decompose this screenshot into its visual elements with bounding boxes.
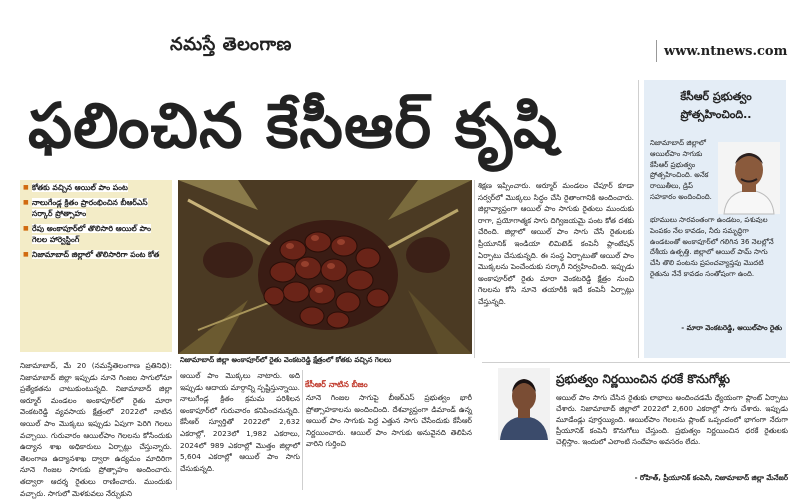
highlights-box xyxy=(20,180,172,352)
highlight-item: ■ నిజామాబాద్ జిల్లాలో తొలిసారిగా పంట కోత xyxy=(20,247,172,262)
section-subhead: కేసీఆర్ నాటిన బీజం xyxy=(305,380,368,389)
person-icon xyxy=(498,368,550,440)
highlight-item: ■ నాలుగేండ్ల క్రితం ప్రారంభించిన బీఆర్‌ఎస్ సర్కార్ ప్రోత్సాహం xyxy=(20,195,172,221)
oil-palm-photo xyxy=(178,180,472,354)
person-icon xyxy=(718,142,780,214)
headline: ఫలించిన కేసీఆర్ కృషి xyxy=(28,89,559,162)
manager-portrait xyxy=(498,368,550,440)
column-divider xyxy=(302,370,303,490)
article-column-2 xyxy=(180,370,300,492)
article-column-3 xyxy=(306,392,472,492)
newspaper-brand: నమస్తే తెలంగాణ xyxy=(170,34,292,55)
masthead-divider xyxy=(656,40,657,62)
masthead xyxy=(0,0,800,62)
sidebox-text: భూములు సారవంతంగా ఉండటం, పశువుల పెంపకం నేల కావడం, నీరు సమృద్ధిగా ఉండటంతో అంకాపూర్‌లో గలిగిన 36 నెలల్లోనే దేశీయ ఉత్పత్తి. జిల్లాలో ఆయిల్ పామ్ సాగు చేసి తొలి పంటను ప్రపంచవ్యాప్తపు మొదటి రైతును నేనే కావడం సంతోషంగా ఉంది. xyxy=(650,216,774,278)
column-divider xyxy=(638,80,639,358)
section-divider xyxy=(482,362,790,363)
sidebox-title: కేసీఆర్ ప్రభుత్వం ప్రోత్సహించింది.. xyxy=(680,90,752,121)
photo-caption: నిజామాబాద్ జిల్లా అంకాపూర్‌లో రైతు వెంకటరెడ్డి క్షేత్రంలో కోతకు వచ్చిన గెలలు xyxy=(180,356,392,364)
website-url[interactable]: www.ntnews.com xyxy=(664,44,788,59)
oil-palm-illustration xyxy=(178,180,472,354)
article-column-1 xyxy=(20,360,172,498)
box-title: ప్రభుత్వం నిర్ణయించిన ధరకే కొనుగోళ్లు xyxy=(556,372,730,386)
article-text: నిజామాబాద్, మే 20 (నమస్తేతెలంగాణ ప్రతినిధి): నిజామాబాద్ జిల్లా ఇప్పుడు నూనె గింజల సాగులోనూ ప్రత్యేకతను చాటుకుంటున్నది. నిజామాబాద్ జిల్లా ఆర్మూర్ మండలం అంకాపూర్‌లో రైతు మారా వెంకటరెడ్డి వ్యవసాయ క్షేత్రంలో 2022లో నాటిన ఆయిల్ పాం మొక్కలు ఇప్పుడు ఏపుగా పెరిగి గెలలు వచ్చాయి. గురువారం ఆయిల్‌పాం గెలలను కోసేందుకు ఉద్యాన శాఖ అధికారులు ఏర్పాట్లు చేస్తున్నారు. తెలంగాణ ఉద్యానశాఖ ద్వారా ఉద్యమం మాదిరిగా నూనె గింజల సాగుకు ప్రోత్సాహం అందించారు. తద్వారా ఆదర్శ రైతులు రాణించారు. ముందుకు వచ్చారు. సాగులో మెళకువలు నేర్చుకుని xyxy=(20,361,172,498)
article-text: ఆయిల్ పాం మొక్కలు నాటారు. అది ఇప్పుడు ఆదాయ మార్గాన్ని స్పష్టిస్తున్నాయి. నాలుగేండ్ల క్రితం క్రమమ పరిశీలన అంకాపూర్‌లో గురువారం కనిపించనున్నది. కేసీఆర్ స్వూర్తితో 2022లో 2,632 ఎకరాల్లో, 2023లో 1,982 ఎకరాలు, 2024లో 989 ఎకరాల్లో మొత్తం జిల్లాలో 5,604 ఎకరాల్లో ఆయిల్ పాం సాగు చేసుకున్నది. xyxy=(180,371,300,473)
quote-sidebox xyxy=(644,80,786,358)
farmer-portrait xyxy=(718,142,780,214)
purchase-box xyxy=(492,364,790,490)
column-divider xyxy=(474,180,475,358)
sidebox-text: నిజామాబాద్ జిల్లాలో ఆయిల్‌పాం సాగుకు కేసీఆర్ ప్రభుత్వం ప్రోత్సహించింది. అనేక రాయితీలు, డ్రిప్ సహకారం అందించింది. xyxy=(650,139,712,201)
article-text: నూనె గింజల సాగుపై బీఆర్ఎస్ ప్రభుత్వం భారీ ప్రోత్సాహకాలను అందించింది. దేశవ్యాప్తంగా డిమాండ్ ఉన్న ఆయిల్ పాం సాగుకు పెద్ద ఎత్తున సాగు చేసేందుకు కేసీఆర్ నిర్ణయించారు. ఆయిల్ పాం సాగుకు అనువైనది తెలిపిన వారిని గుర్తించి xyxy=(306,393,472,449)
box-text: ఆయిల్ పాం సాగు చేసిన రైతుకు లాభాలు అందించడమే ధ్యేయంగా ప్లాంట్ ఏర్పాటు చేశారు. నిజామాబాద్ జిల్లాలో 2022లో 2,600 ఎకరాల్లో సాగు చేశారు. ఇప్పుడు మూడేండ్లు పూర్తయ్యింది. ఆయిల్‌పాం గెలలను ప్లాంట్ ఒప్పందంలో భాగంగా నేరుగా ప్రీయూనిక్ కంపెనీ కొనుగోలు చేస్తుంది. ప్రభుత్వం నిర్ణయించిన ధరకే రైతులకు చెల్లిస్తాం. ఇందులో ఎలాంటి సందేహం అవసరం లేదు. xyxy=(556,393,788,446)
highlight-item: ■ రేపు అంకాపూర్‌లో తొలిసారి ఆయిల్ పాం గెలల హార్వెస్టింగ్ xyxy=(20,221,172,247)
box-signature: - రోహిత్, ప్రీయూనిక్ కంపెనీ, నిజామాబాద్ జిల్లా మేనేజర్ xyxy=(634,474,788,482)
article-text: శిక్షణ ఇప్పించారు. ఆర్మూర్ మండలం చేపూర్ కూడా సర్వర్‌లో మొక్కలు సిద్ధం చేసి రైతాంగానికి అందించారు. జిల్లావ్యాప్తంగా ఆయిల్ పాం సాగుకు రైతులు ముందుకు రాగా, ప్రయోగాత్మక సాగు దిగ్విజయమై పంట కోత దశకు చేరింది. జిల్లాలో ఆయిల్ పాం సాగు చేసే రైతులకు ప్రీయూనిక్ ఇండియా లిమిటెడ్ కంపెనీ ప్లాంటేషన్ ఏర్పాటు చేసుకున్నది. ఈ సంస్థ ఏర్పాటుతో ఆయిల్ పాం మొక్కలను పెంచేందుకు సర్కారీ నిర్వహించింది. ఇప్పుడు అంకాపూర్‌లో రైతు మారా వెంకటరెడ్డి క్షేత్రం నుంచి గెలలను కోసి నూనె తయారీకి ఇదే కంపెనీ ఏర్పాట్లు చేస్తున్నది. xyxy=(478,181,634,306)
sidebox-signature: - మారా వెంకటరెడ్డి, ఆయిల్‌పాం రైతు xyxy=(681,324,782,332)
article-column-4 xyxy=(478,180,634,358)
highlight-item: ■ కోతకు వచ్చిన ఆయిల్ పాం పంట xyxy=(20,180,172,195)
column-divider xyxy=(176,370,177,490)
